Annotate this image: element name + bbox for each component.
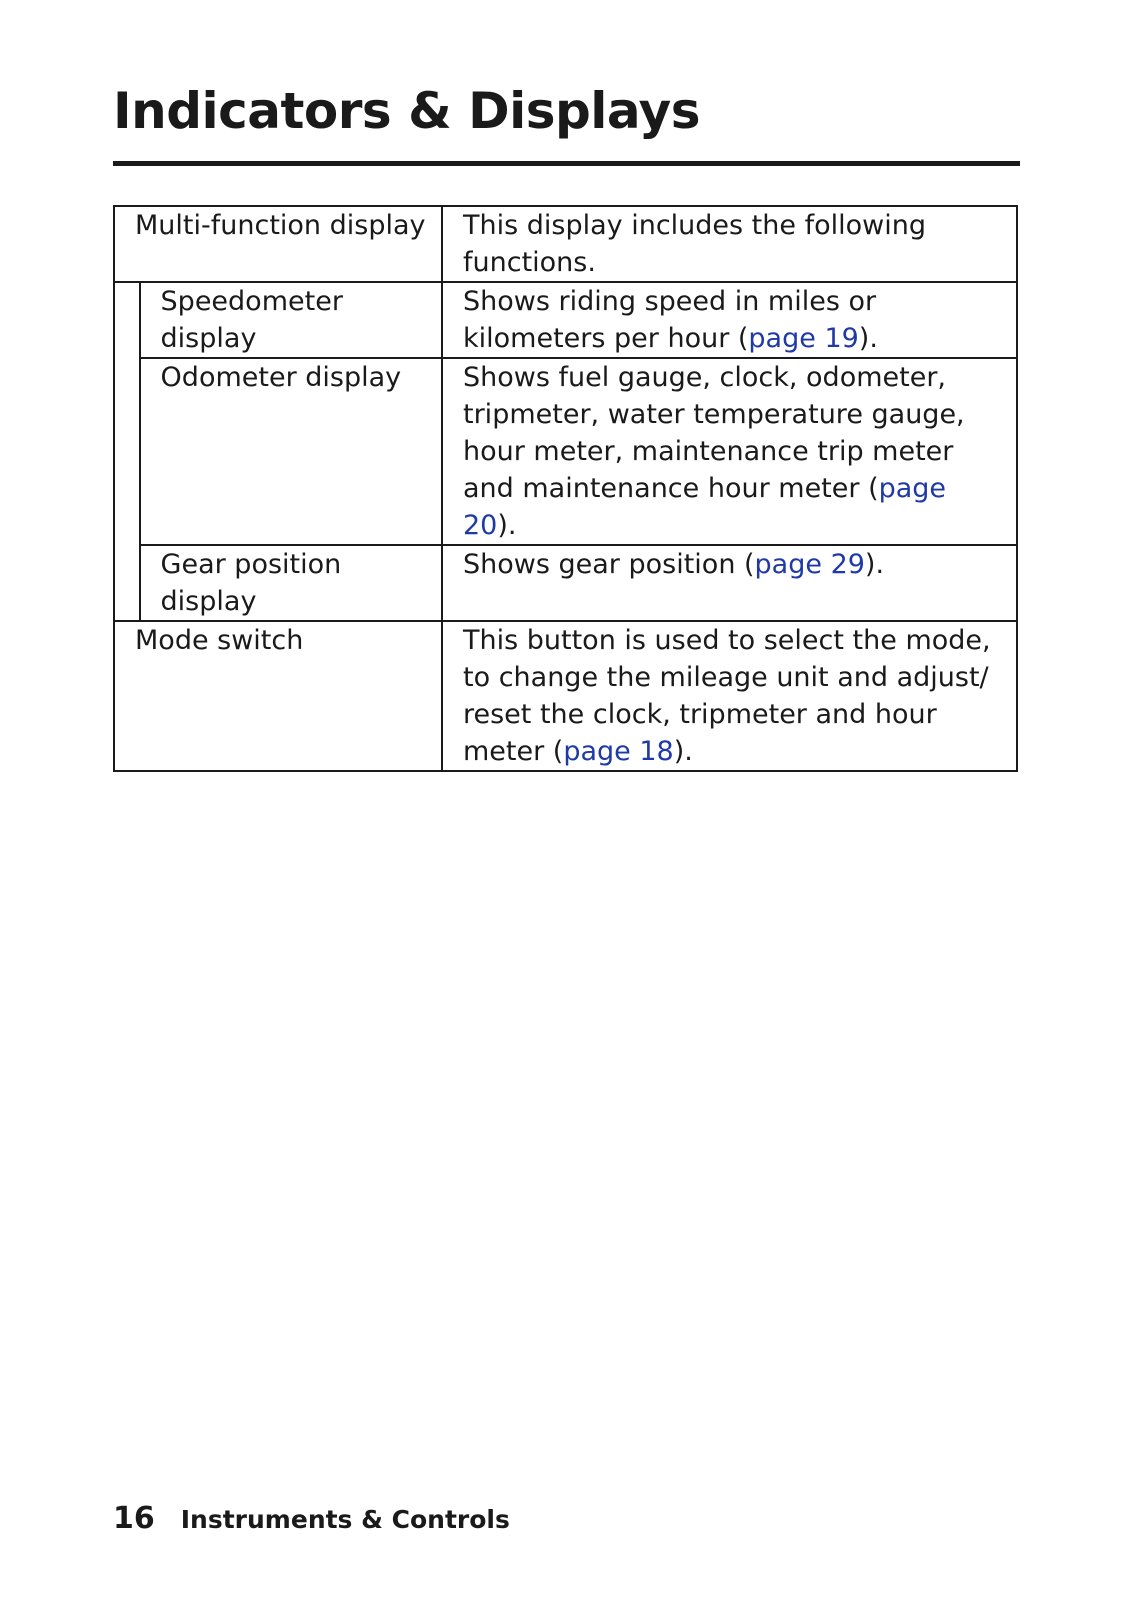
indent-spacer (114, 282, 140, 621)
description-text: This button is used to select the mode, to change the mileage unit and adjust/ reset the clock, tripmeter and hour meter ( (463, 625, 991, 767)
description-cell (442, 282, 1017, 358)
sub-item-cell (140, 545, 442, 621)
description-text: This display includes the following functions. (463, 210, 926, 278)
description-cell (442, 206, 1017, 282)
sub-item-cell (140, 358, 442, 545)
description-cell (442, 358, 1017, 545)
section-name: Instruments & Controls (180, 1505, 510, 1534)
page-link[interactable]: page 18 (563, 736, 674, 767)
table-row-gear-position (114, 545, 1017, 621)
page-number: 16 (113, 1501, 155, 1536)
table-row-odometer (114, 358, 1017, 545)
item-label: Gear position display (160, 549, 342, 617)
item-label: Multi-function display (135, 210, 426, 241)
item-cell (114, 621, 442, 771)
item-label: Odometer display (160, 362, 402, 393)
description-text: Shows gear position ( (463, 549, 755, 580)
description-suffix: ). (864, 549, 885, 580)
item-label: Mode switch (135, 625, 304, 656)
page-title: Indicators & Displays (113, 82, 700, 140)
description-cell (442, 621, 1017, 771)
description-cell (442, 545, 1017, 621)
table-row-multi-function (114, 206, 1017, 282)
item-label: Speedometer display (160, 286, 343, 354)
description-text: Shows riding speed in miles or kilometers per hour ( (463, 286, 877, 354)
page-link[interactable]: page 19 (748, 323, 859, 354)
page-link[interactable]: page 20 (463, 473, 947, 541)
description-suffix: ). (673, 736, 693, 767)
description-suffix: ). (858, 323, 878, 354)
description-suffix: ). (497, 510, 517, 541)
table-row-speedometer (114, 282, 1017, 358)
page-link[interactable]: page 29 (754, 549, 865, 580)
page-footer (113, 1501, 510, 1536)
table-row-mode-switch (114, 621, 1017, 771)
description-text: Shows fuel gauge, clock, odometer, tripmeter, water temperature gauge, hour meter, maintenance trip meter and maintenance hour meter ( (463, 362, 965, 504)
item-cell (114, 206, 442, 282)
title-divider (113, 161, 1020, 166)
indicators-table (113, 205, 1018, 772)
sub-item-cell (140, 282, 442, 358)
